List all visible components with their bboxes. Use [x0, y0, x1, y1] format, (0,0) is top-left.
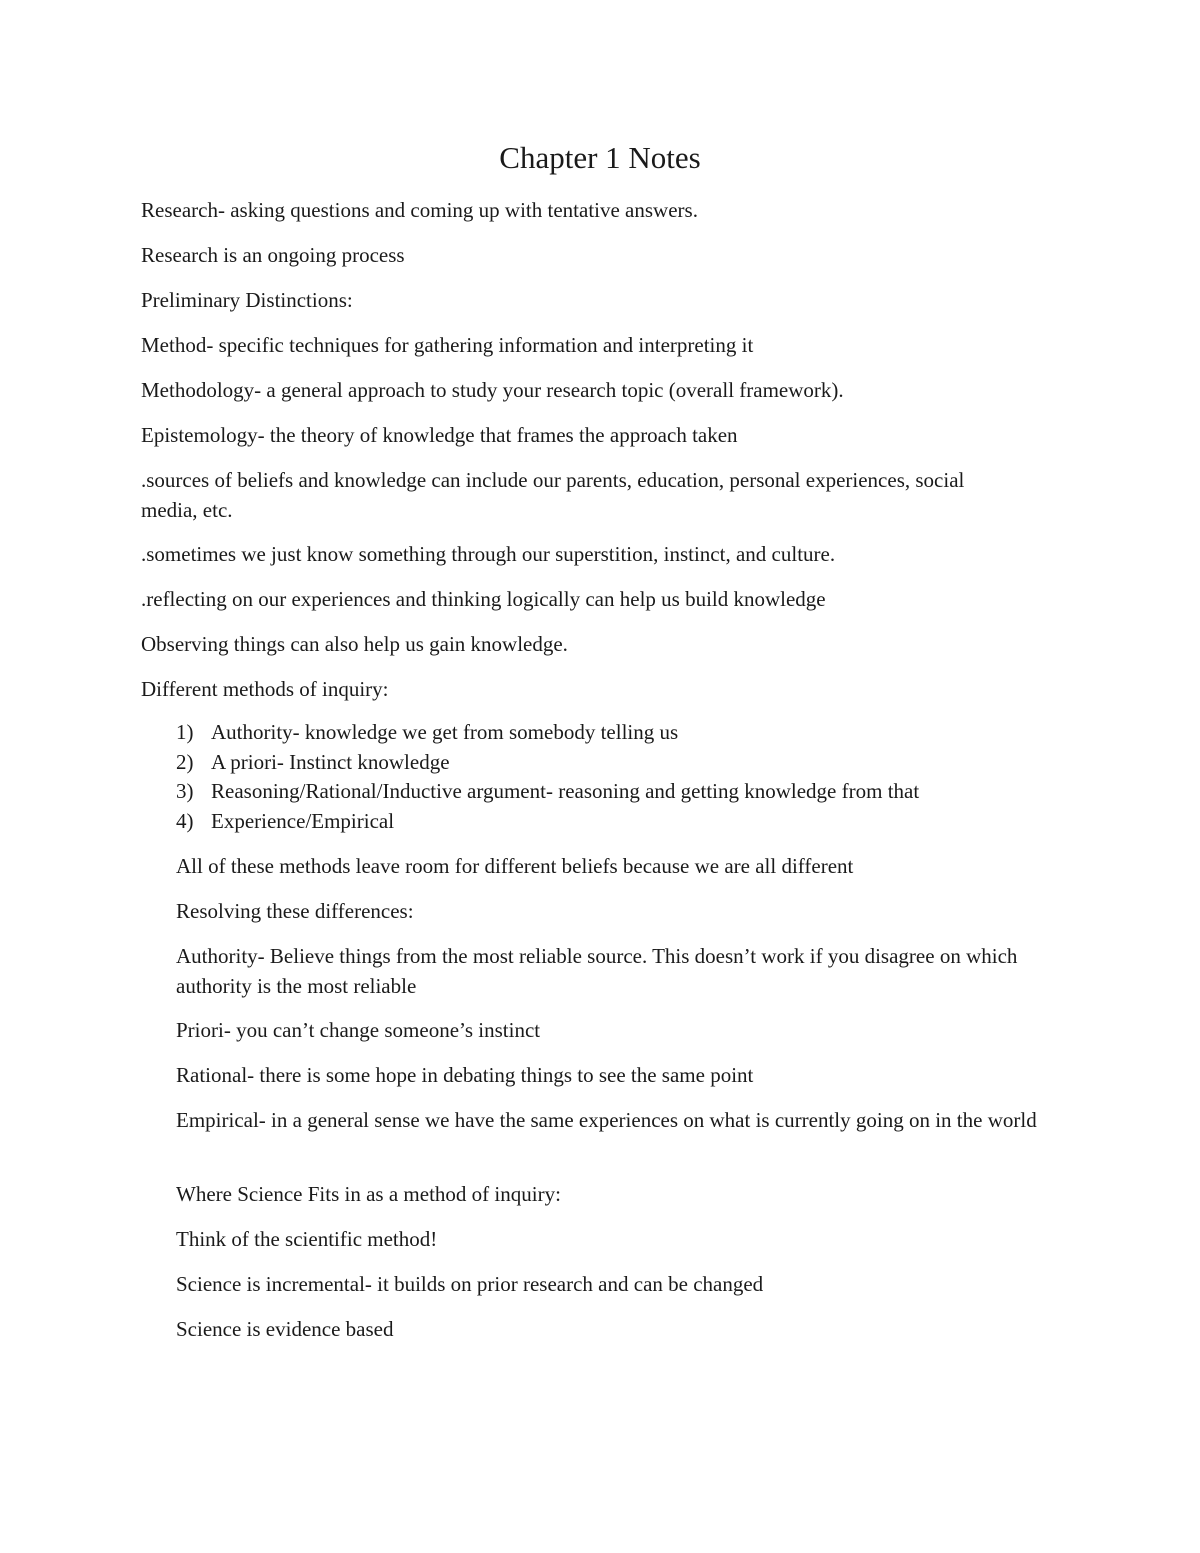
- list-item: [176, 748, 919, 778]
- paragraph-reflecting: .reflecting on our experiences and thinking logically can help us build knowledge: [141, 587, 826, 611]
- list-item-text: Authority- knowledge we get from somebody telling us: [211, 720, 679, 744]
- paragraph-room-for-beliefs: All of these methods leave room for different beliefs because we are all different: [176, 854, 854, 878]
- paragraph-science-incremental: Science is incremental- it builds on prior research and can be changed: [176, 1272, 764, 1296]
- list-item: [176, 718, 919, 748]
- paragraph-authority: Authority- Believe things from the most reliable source. This doesn’t work if you disagree on which authority is the most reliable: [176, 944, 1018, 998]
- list-item: [176, 777, 919, 807]
- paragraph-methodology: Methodology- a general approach to study your research topic (overall framework).: [141, 378, 844, 402]
- paragraph-preliminary-distinctions: Preliminary Distinctions:: [141, 288, 353, 312]
- list-number: 4): [176, 808, 194, 833]
- paragraph-priori: Priori- you can’t change someone’s instinct: [176, 1018, 541, 1042]
- list-item-text: Experience/Empirical: [211, 808, 395, 833]
- paragraph-where-science-fits: Where Science Fits in as a method of inquiry:: [176, 1182, 561, 1206]
- paragraph-method: Method- specific techniques for gathering information and interpreting it: [141, 333, 754, 357]
- paragraph-research-definition: Research- asking questions and coming up with tentative answers.: [141, 198, 698, 222]
- list-number: 3): [176, 779, 194, 803]
- paragraph-observing: Observing things can also help us gain knowledge.: [141, 632, 568, 656]
- paragraph-sources-of-beliefs: .sources of beliefs and knowledge can include our parents, education, personal experiences, social media, etc.: [141, 468, 965, 522]
- paragraph-rational: Rational- there is some hope in debating things to see the same point: [176, 1063, 754, 1087]
- list-item-text: Reasoning/Rational/Inductive argument- reasoning and getting knowledge from that: [211, 779, 920, 803]
- list-number: 1): [176, 720, 194, 744]
- paragraph-resolving-differences: Resolving these differences:: [176, 899, 414, 923]
- list-item: [176, 807, 919, 837]
- paragraph-research-process: Research is an ongoing process: [141, 243, 405, 267]
- paragraph-empirical: Empirical- in a general sense we have the same experiences on what is currently going on in the world: [176, 1108, 1037, 1132]
- paragraph-science-evidence: Science is evidence based: [176, 1317, 394, 1341]
- paragraph-methods-of-inquiry: Different methods of inquiry:: [141, 677, 389, 701]
- paragraph-scientific-method: Think of the scientific method!: [176, 1227, 438, 1251]
- paragraph-superstition: .sometimes we just know something through our superstition, instinct, and culture.: [141, 542, 836, 566]
- methods-list: [176, 718, 919, 836]
- paragraph-epistemology: Epistemology- the theory of knowledge that frames the approach taken: [141, 423, 738, 447]
- list-item-text: A priori- Instinct knowledge: [211, 749, 450, 774]
- page-title: Chapter 1 Notes: [499, 140, 701, 175]
- list-number: 2): [176, 749, 194, 774]
